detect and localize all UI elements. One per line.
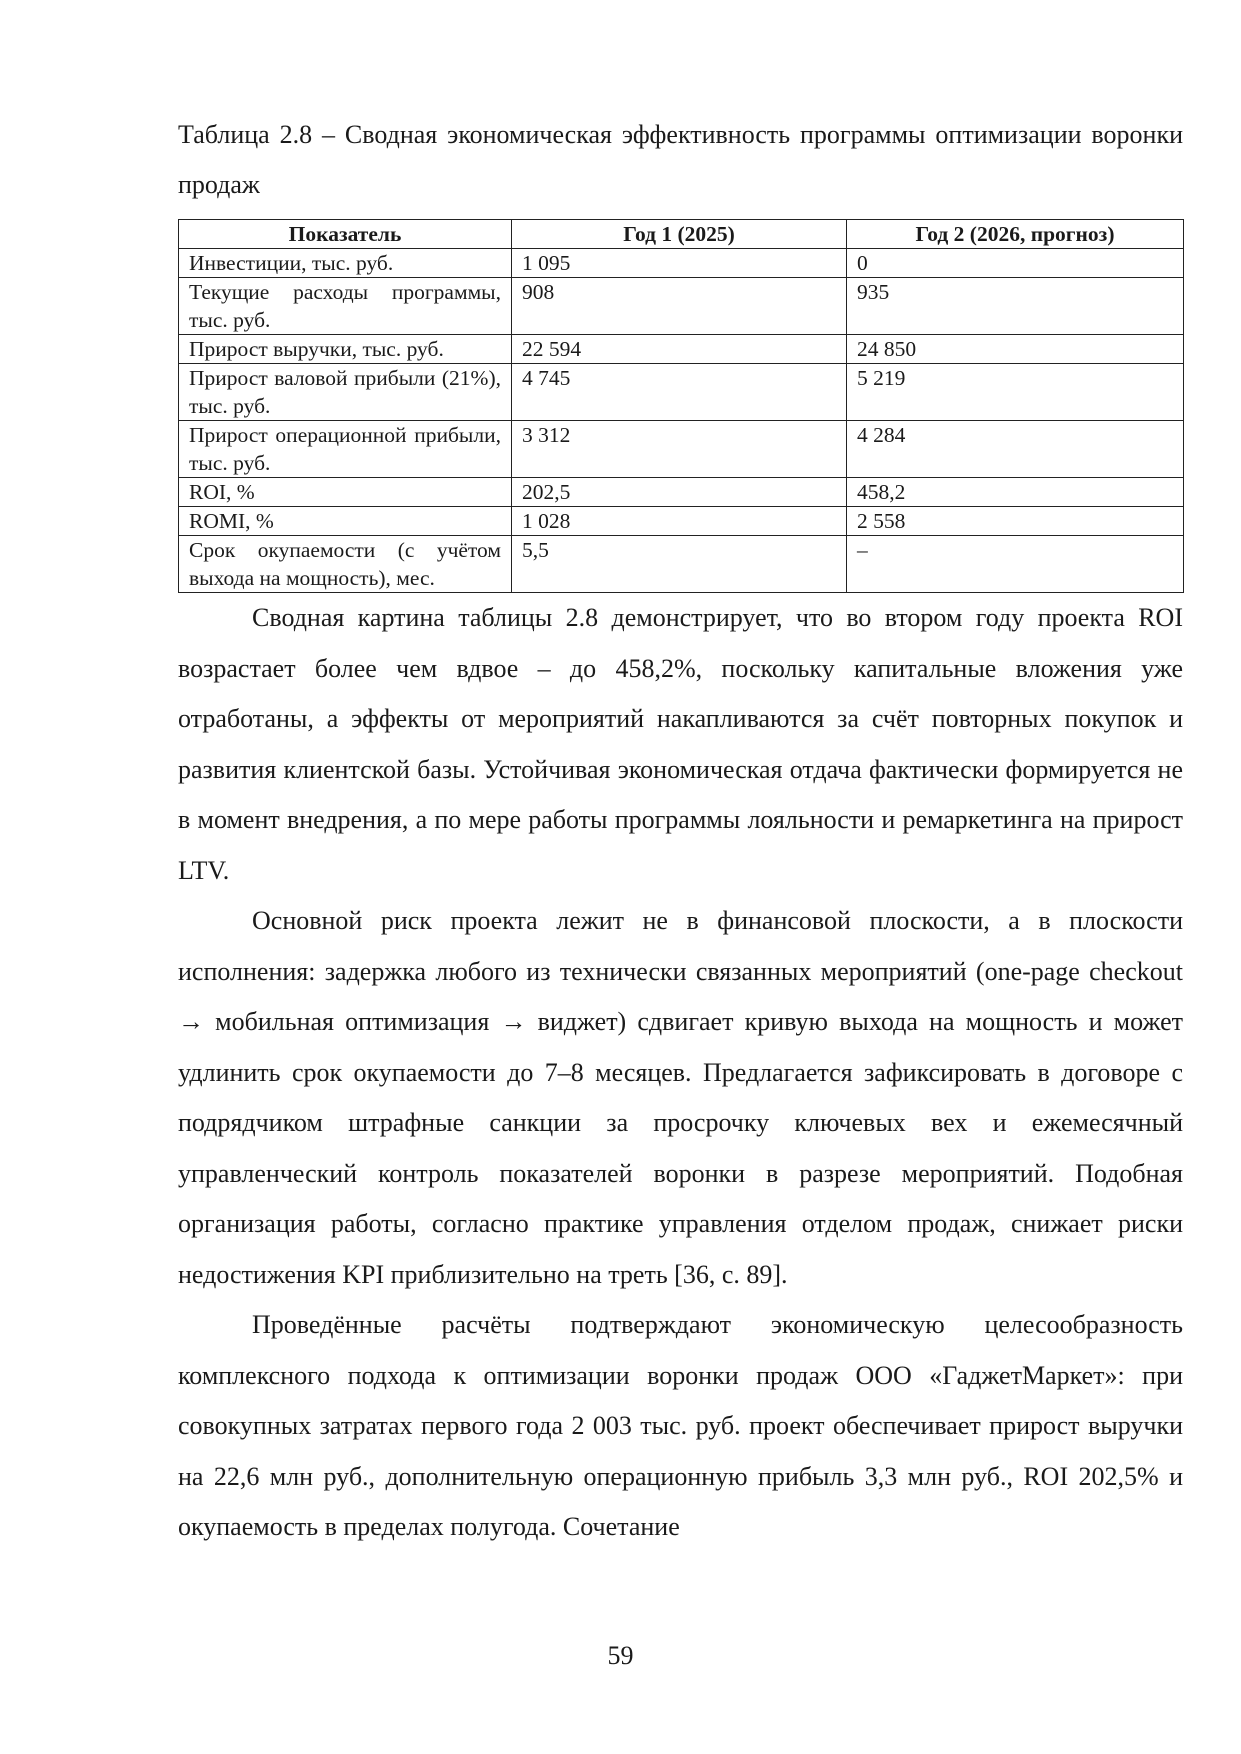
row-label: ROI, % [179, 478, 512, 507]
row-label: Прирост валовой прибыли (21%), тыс. руб. [179, 364, 512, 421]
cell-year2: 5 219 [847, 364, 1184, 421]
row-label: ROMI, % [179, 507, 512, 536]
row-label: Текущие расходы программы, тыс. руб. [179, 278, 512, 335]
column-header-indicator: Показатель [179, 220, 512, 249]
cell-year2: 24 850 [847, 335, 1184, 364]
cell-year1: 202,5 [512, 478, 847, 507]
body-paragraph: Основной риск проекта лежит не в финансовой плоскости, а в плоскости исполнения: задержка любого из технически связанных мероприятий (one-page checkout → мобильная оптимизация → виджет) сдвигает кривую выхода на мощность и может удлинить срок окупаемости до 7–8 месяцев. Предлагается зафиксировать в договоре с подрядчиком штрафные санкции за просрочку ключевых вех и ежемесячный управленческий контроль показателей воронки в разрезе мероприятий. Подобная организация работы, согласно практике управления отделом продаж, снижает риски недостижения KPI приблизительно на треть [36, с. 89]. [178, 906, 1183, 1289]
row-label: Прирост выручки, тыс. руб. [179, 335, 512, 364]
efficiency-table [178, 219, 1184, 593]
row-label: Срок окупаемости (с учётом выхода на мощность), мес. [179, 536, 512, 593]
cell-year2: – [847, 536, 1184, 593]
page-number: 59 [607, 1641, 634, 1670]
cell-year1: 1 095 [512, 249, 847, 278]
body-paragraph: Проведённые расчёты подтверждают экономическую целесообразность комплексного подхода к оптимизации воронки продаж ООО «ГаджетМаркет»: при совокупных затратах первого года 2 003 тыс. руб. проект обеспечивает прирост выручки на 22,6 млн руб., дополнительную операционную прибыль 3,3 млн руб., ROI 202,5% и окупаемость в пределах полугода. Сочетание [178, 1310, 1183, 1541]
document-page [178, 110, 1183, 1553]
table-row [179, 364, 1184, 421]
column-header-year1: Год 1 (2025) [512, 220, 847, 249]
table-caption: Таблица 2.8 – Сводная экономическая эффективность программы оптимизации воронки продаж [178, 120, 1183, 199]
table-row [179, 421, 1184, 478]
table-row [179, 335, 1184, 364]
row-label: Прирост операционной прибыли, тыс. руб. [179, 421, 512, 478]
cell-year1: 22 594 [512, 335, 847, 364]
table-row [179, 249, 1184, 278]
table-row [179, 278, 1184, 335]
cell-year1: 5,5 [512, 536, 847, 593]
row-label: Инвестиции, тыс. руб. [179, 249, 512, 278]
cell-year2: 4 284 [847, 421, 1184, 478]
cell-year1: 1 028 [512, 507, 847, 536]
table-row [179, 536, 1184, 593]
cell-year2: 458,2 [847, 478, 1184, 507]
cell-year1: 4 745 [512, 364, 847, 421]
cell-year2: 935 [847, 278, 1184, 335]
table-header-row [179, 220, 1184, 249]
cell-year1: 3 312 [512, 421, 847, 478]
column-header-year2: Год 2 (2026, прогноз) [847, 220, 1184, 249]
table-row [179, 478, 1184, 507]
cell-year1: 908 [512, 278, 847, 335]
cell-year2: 0 [847, 249, 1184, 278]
cell-year2: 2 558 [847, 507, 1184, 536]
body-paragraph: Сводная картина таблицы 2.8 демонстрирует, что во втором году проекта ROI возрастает более чем вдвое – до 458,2%, поскольку капитальные вложения уже отработаны, а эффекты от мероприятий накапливаются за счёт повторных покупок и развития клиентской базы. Устойчивая экономическая отдача фактически формируется не в момент внедрения, а по мере работы программы лояльности и ремаркетинга на прирост LTV. [178, 603, 1183, 885]
table-row [179, 507, 1184, 536]
